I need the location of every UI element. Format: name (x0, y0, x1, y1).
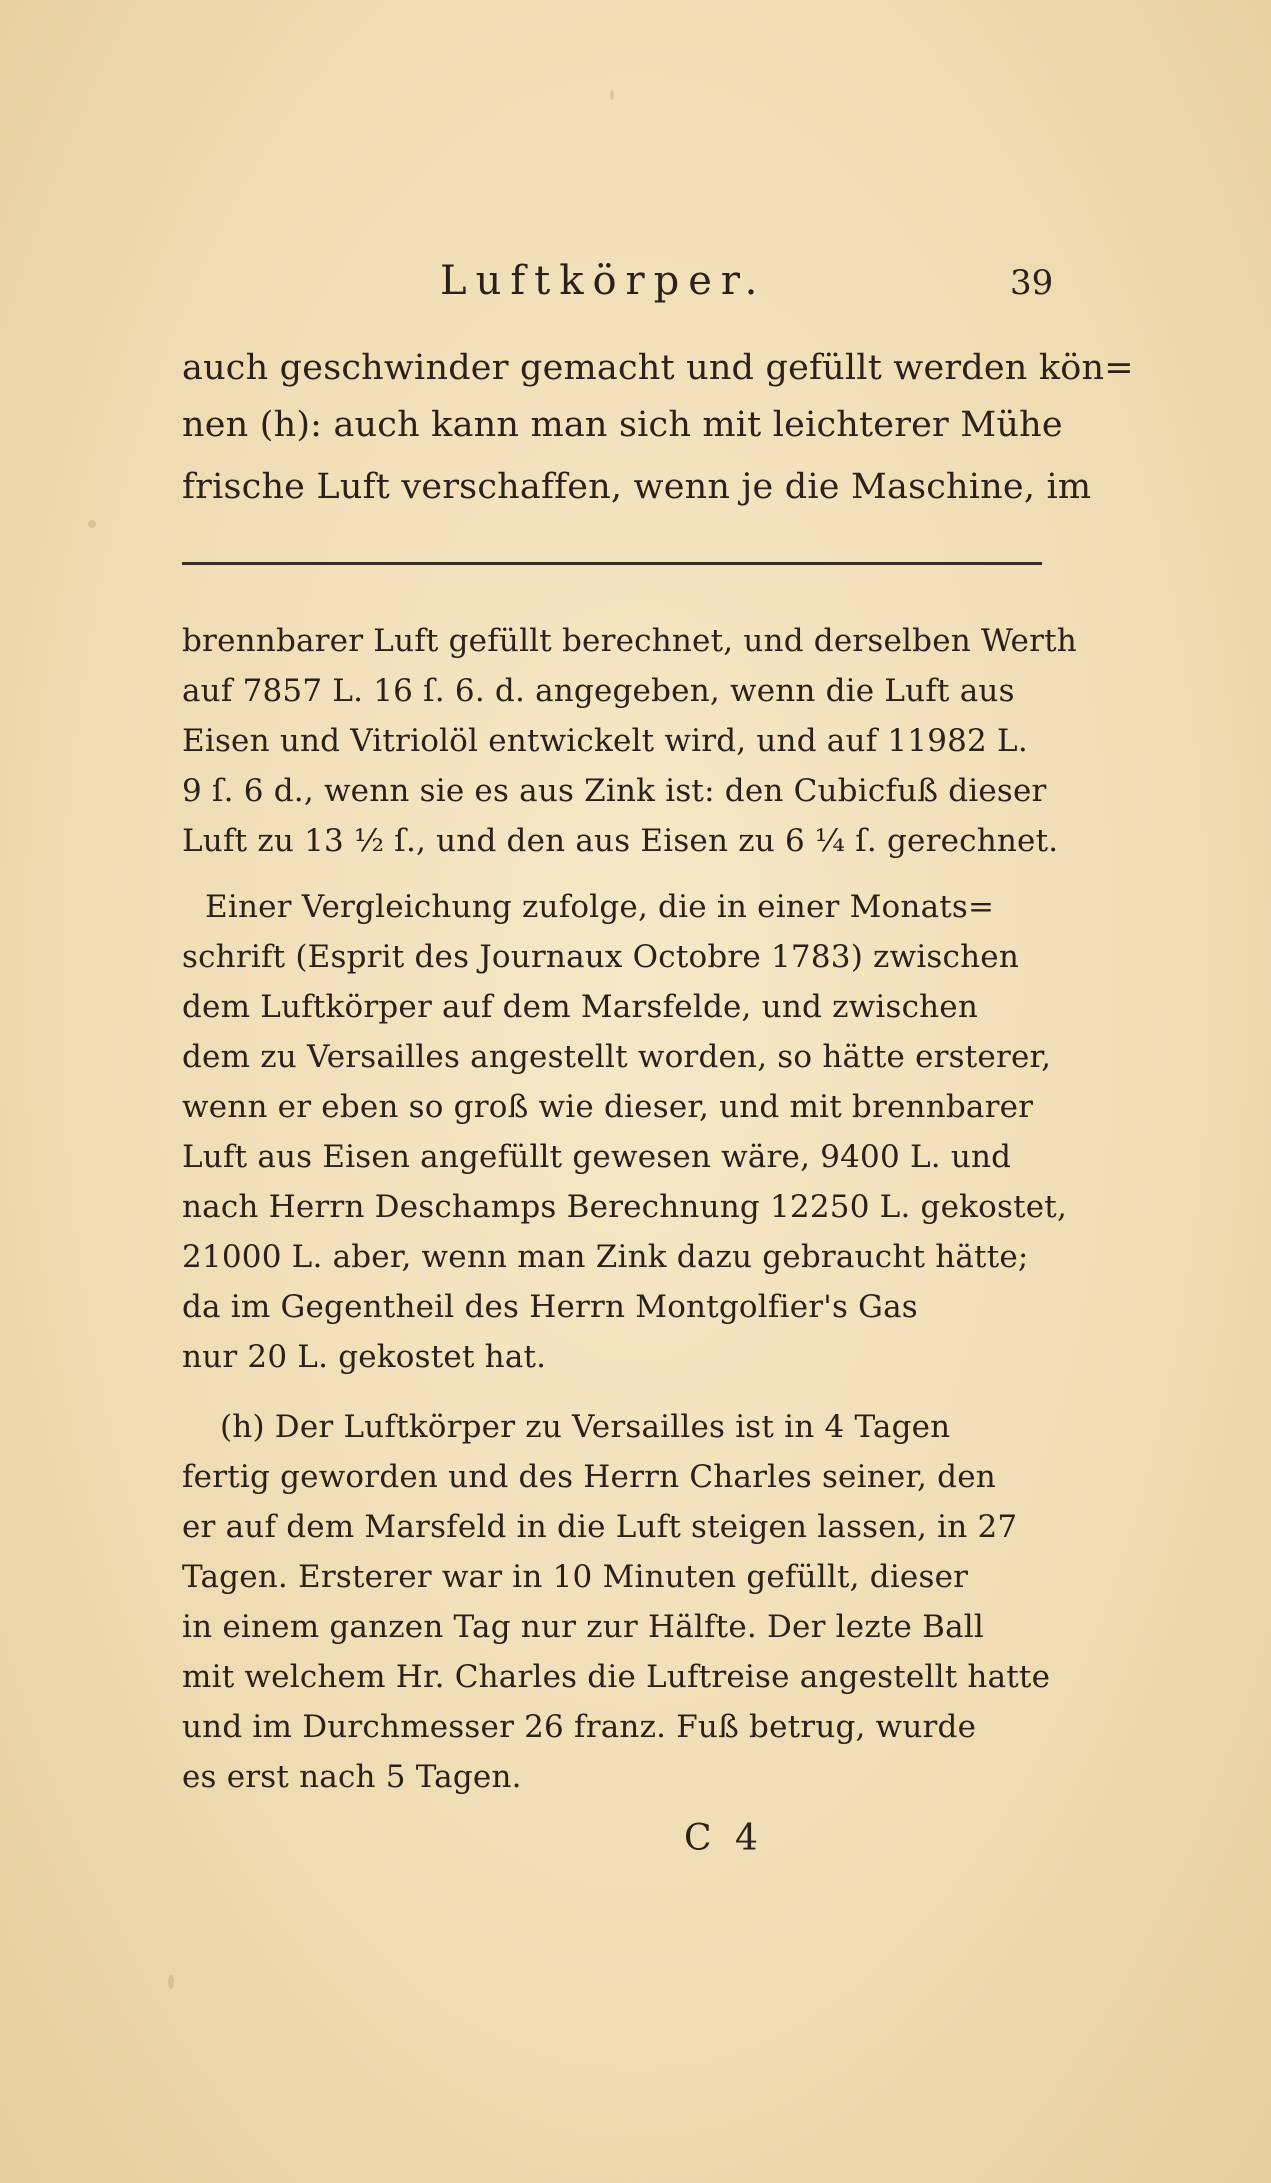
footnote-line: und im Durchmesser 26 franz. Fuß betrug, wurde (182, 1709, 977, 1745)
footnote-line: wenn er eben so groß wie dieser, und mit brennbarer (182, 1089, 1034, 1125)
footnote-line: nach Herrn Deschamps Berechnung 12250 L. gekostet, (182, 1189, 1068, 1225)
text-line: auch geschwinder gemacht und gefüllt werden kön= (182, 348, 1134, 388)
footnote-line: dem zu Versailles angestellt worden, so hätte ersterer, (182, 1039, 1052, 1075)
footnote-line: Eisen und Vitriolöl entwickelt wird, und auf 11982 L. (182, 723, 1028, 759)
footnote-line: dem Luftkörper auf dem Marsfelde, und zwischen (182, 989, 979, 1025)
footnote-line: (h) Der Luftkörper zu Versailles ist in 4 Tagen (220, 1409, 951, 1445)
footnote-line: er auf dem Marsfeld in die Luft steigen lassen, in 27 (182, 1509, 1018, 1545)
footnote-line: Einer Vergleichung zufolge, die in einer Monats= (205, 889, 995, 925)
footnote-line: nur 20 L. gekostet hat. (182, 1339, 547, 1375)
footnote-line: Luft aus Eisen angefüllt gewesen wäre, 9400 L. und (182, 1139, 1012, 1175)
text-line: nen (h): auch kann man sich mit leichterer Mühe (182, 405, 1063, 445)
signature-mark: C 4 (684, 1818, 764, 1859)
footnote-line: in einem ganzen Tag nur zur Hälfte. Der lezte Ball (182, 1609, 984, 1645)
footnote-line: Tagen. Ersterer war in 10 Minuten gefüllt, dieser (182, 1559, 969, 1595)
footnote-line: da im Gegentheil des Herrn Montgolfier's Gas (182, 1289, 918, 1325)
page-number: 39 (1010, 263, 1054, 303)
footnote-line: es erst nach 5 Tagen. (182, 1759, 522, 1795)
footnote-divider (182, 562, 1042, 565)
paper-stain (610, 90, 614, 100)
footnote-line: schrift (Esprit des Journaux Octobre 1783) zwischen (182, 939, 1019, 975)
footnote-line: fertig geworden und des Herrn Charles seiner, den (182, 1459, 996, 1495)
running-title: Luftkörper. (440, 258, 767, 304)
footnote-line: Luft zu 13 ½ ſ., und den aus Eisen zu 6 ¼ ſ. gerechnet. (182, 823, 1059, 859)
footnote-line: 9 ſ. 6 d., wenn sie es aus Zink ist: den Cubicfuß dieser (182, 773, 1047, 809)
footnote-line: 21000 L. aber, wenn man Zink dazu gebraucht hätte; (182, 1239, 1029, 1275)
footnote-line: auf 7857 L. 16 ſ. 6. d. angegeben, wenn die Luft aus (182, 673, 1015, 709)
paper-stain (168, 1975, 174, 1989)
footnote-line: mit welchem Hr. Charles die Luftreise angestellt hatte (182, 1659, 1051, 1695)
paper-stain (88, 520, 96, 528)
footnote-line: brennbarer Luft gefüllt berechnet, und derselben Werth (182, 623, 1077, 659)
text-line: frische Luft verschaffen, wenn je die Maschine, im (182, 467, 1092, 507)
